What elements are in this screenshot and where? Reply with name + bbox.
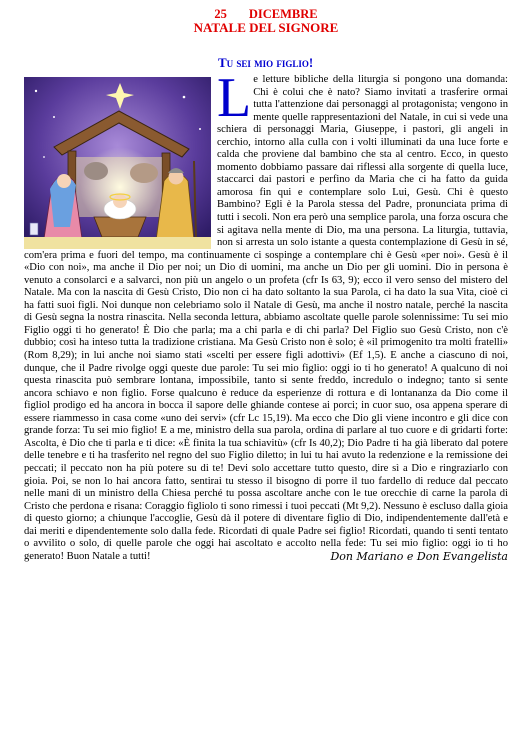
nativity-illustration xyxy=(24,77,211,249)
article-title: Tu sei mio figlio! xyxy=(218,55,314,70)
day-number: 25 xyxy=(214,7,227,21)
drop-cap: L xyxy=(217,67,252,129)
article-body xyxy=(24,67,508,563)
article-text: e letture bibliche della liturgia si pongono una domanda: Chi è colui che è nato? Siamo invitati a trasferire ormai tutta l'attenzione dai personaggi al protagonista; vengono in mente quelle rappresentazioni del Natale, in cui si vede una schiera di personaggi Maria, Giuseppe, i pastori, gli angeli in cerchio, intorno alla culla con i volti illuminati da una luce forte e calda che proviene dal bambino che sta al centro. Ecco, in questo momento dobbiamo passare dai riflessi alla sorgente di quella luce, staccarci dai pastori e perfino da Maria che ci ha fatto da guida amorosa fin qui e contemplare solo Lui, Gesù. Chi è questo Bambino? Egli è la Parola stessa del Padre, pronunciata prima di tutti i secoli. Non era però una semplice parola, una forza oscura che si agitava nella mente di Dio, ma una persona. La liturgia, tuttavia, non si arresta un solo istante a questa contemplazione di Gesù in sé, com'era prima e fuori del tempo, ma continuamente ci sospinge a contemplare chi è Gesù «per noi». Gesù è il «Dio con noi», ma anche il Dio per noi; un Dio di uomini, ma anche un Dio per gli uomini. Dio in persona è venuto a consolarci e a salvarci, non più un angelo o un profeta (cfr Is 63, 9); ecco il vero senso del mistero del Natale. Ma con la nascita di Gesù Cristo, Dio non ci ha dato soltanto la sua Parola, ci ha dato la sua Vita, cioè ci ha fatti suoi figli. Noi dunque non celebriamo solo il Natale di Gesù, ma anche il nostro natale, perché la nascita di Gesù segna la nostra rinascita. Nella seconda lettura, abbiamo ascoltate quelle parole solennissime: Tu sei mio Figlio oggi ti ho generato! È Dio che parla; ma a chi parla e di chi parla? Del Figlio suo Gesù Cristo, non c'è dubbio; così ha inteso tutta la tradizione cristiana. Ma Gesù Cristo non è solo; è «il primogenito tra molti fratelli» (Rom 8,29); in lui anche noi siamo stati «scelti per essere figli adottivi» (Ef 1,5). E anche a ciascuno di noi, dunque, che il Padre rivolge oggi queste due parole: Tu sei mio figlio: oggi io ti ho generato! A qualcuno di noi questa rinascita può sembrare lontana, impossibile, tanto si sente freddo, incredulo o indegno; tanto si sente ancora schiavo e non figlio. Forse qualcuno è reduce da esperienze di rottura e di lontananza da Dio come il figliol prodigo ed ha ancora in bocca il sapore delle ghiande contese ai porci; in cuor suo, osa appena sperare di essere riammesso in casa come «uno dei servi» (cfr Lc 15,19). Ma ecco che Dio gli viene incontro e gli dice con grande forza: Tu sei mio figlio! E a me, ministro della sua parola, ordina di parlare al tuo cuore e di gridarti forte: Ascolta, è Dio che ti parla e ti dice: «È finita la tua schiavitù» (cfr Is 40,2); Dio Padre ti ha già liberato dal potere delle tenebre e ti ha trasferito nel regno del suo Figlio diletto; in lui tu hai avuto la redenzione e la remissione dei peccati; il peccato non ha più potere su di te! Devi solo accettare tutto questo, dire sì a Dio e ringraziarlo con gioia. Poi, se non lo hai ancora fatto, sentirai tu stesso il bisogno di porre il tuo fardello di reduce dal peccato nelle mani di un ministro della Chiesa perché tu possa ascoltare anche con le tue orecchie di carne la parola di Cristo che perdona e risana: Coraggio figliolo ti sono rimessi i tuoi peccati (Mt 9,2). Nessuno è escluso dalla gioia di questo giorno; a chiunque l'accoglie, Gesù dà il potere di diventare figlio di Dio, indipendentemente dall'età e dai meriti e dipendentemente solo dalla fede. Ricordati di quale Padre sei figlio! Ricordati, quando ti senti tentato o avvilito o solo, di quelle parole che oggi hai ascoltato e accolto nella fede: Tu sei mio figlio: oggi io ti ho generato! Buon Natale a tutti! xyxy=(24,74,508,562)
signature: Don Mariano e Don Evangelista xyxy=(330,549,508,563)
feast-title: NATALE DEL SIGNORE xyxy=(193,20,339,35)
month-name: DICEMBRE xyxy=(248,7,318,21)
